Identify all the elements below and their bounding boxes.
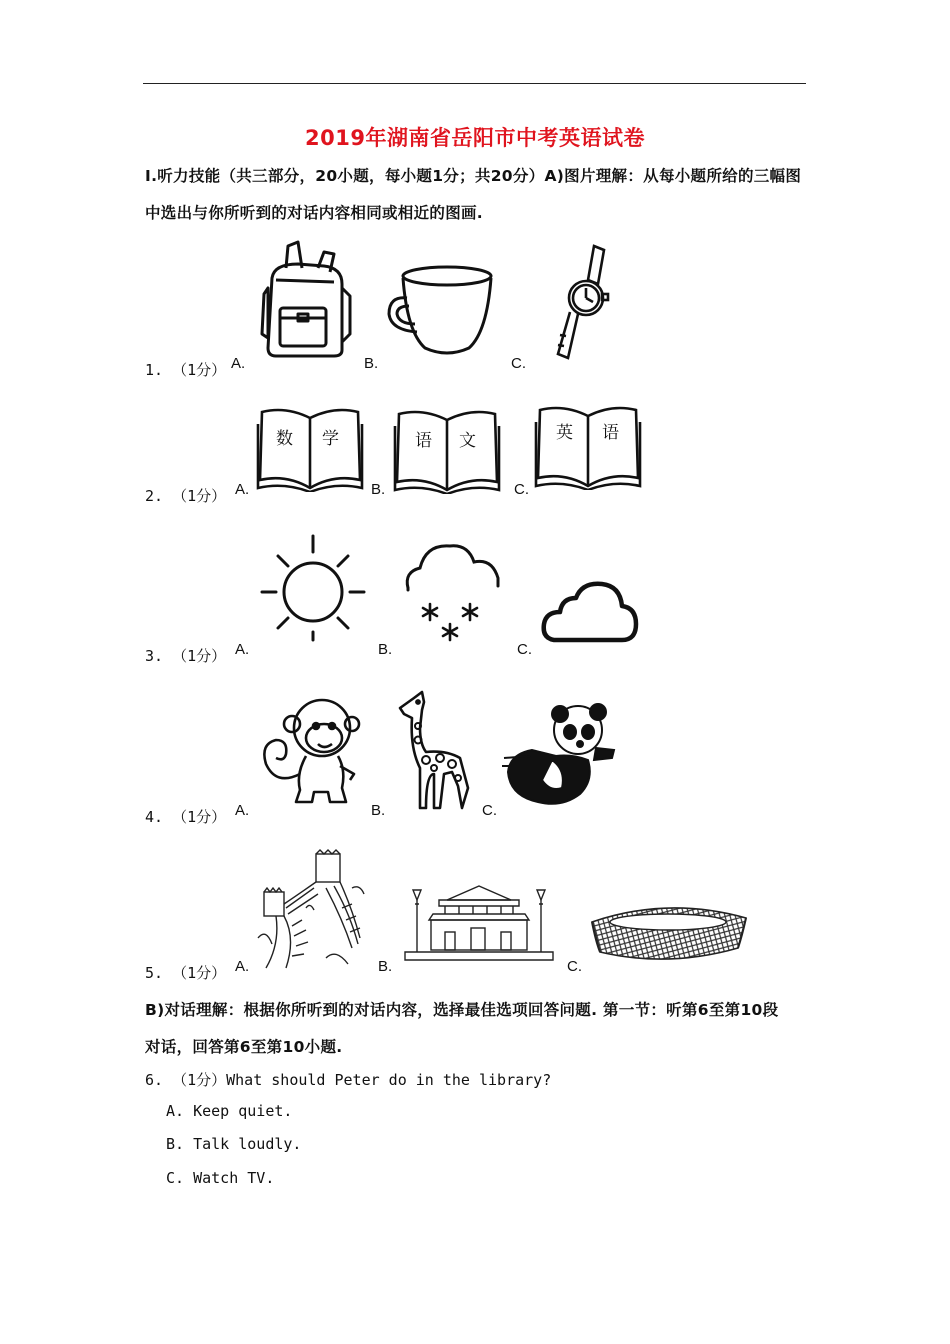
q6-option-b[interactable]: B. Talk loudly. (166, 1135, 302, 1153)
english-book-icon (534, 402, 642, 490)
section1-line1: I.听力技能（共三部分，20小题，每小题1分；共20分）A)图片理解：从每小题所给的三幅图 (145, 167, 802, 185)
chinese-book-char-1: 语 (415, 431, 432, 451)
question-6-stem: 6. （1分）What should Peter do in the library? (145, 1071, 552, 1089)
q3-option-a[interactable]: A. (235, 641, 250, 658)
question-5-label: 5. （1分） (145, 964, 227, 982)
snow-icon (402, 538, 502, 648)
q2-option-c[interactable]: C. (514, 481, 529, 498)
birds-nest-stadium-icon (588, 902, 750, 966)
monkey-icon (256, 694, 366, 810)
chinese-book-char-2: 文 (459, 431, 476, 451)
sun-icon (258, 532, 368, 642)
question-2-label: 2. （1分） (145, 487, 227, 505)
q1-option-a[interactable]: A. (231, 355, 246, 372)
q5-option-c[interactable]: C. (567, 958, 582, 975)
q4-option-a[interactable]: A. (235, 802, 250, 819)
question-1-label: 1. （1分） (145, 361, 227, 379)
question-4-label: 4. （1分） (145, 808, 227, 826)
giraffe-icon (396, 688, 476, 810)
header-rule (143, 83, 806, 84)
panda-icon (502, 700, 620, 808)
math-book-icon (256, 404, 364, 492)
page-title: 2019年湖南省岳阳市中考英语试卷 (305, 126, 645, 150)
cup-icon (385, 262, 495, 357)
section2-line1: B)对话理解：根据你所听到的对话内容，选择最佳选项回答问题. 第一节：听第6至第10段 (145, 1001, 779, 1019)
q1-option-c[interactable]: C. (511, 355, 526, 372)
q3-option-b[interactable]: B. (378, 641, 393, 658)
q4-option-c[interactable]: C. (482, 802, 497, 819)
cloud-icon (540, 578, 640, 646)
math-book-char-2: 学 (322, 429, 339, 449)
q4-option-b[interactable]: B. (371, 802, 386, 819)
q6-option-a[interactable]: A. Keep quiet. (166, 1102, 293, 1120)
q2-option-b[interactable]: B. (371, 481, 386, 498)
q2-option-a[interactable]: A. (235, 481, 250, 498)
q5-option-a[interactable]: A. (235, 958, 250, 975)
watch-icon (540, 240, 620, 365)
q3-option-c[interactable]: C. (517, 641, 532, 658)
great-wall-icon (256, 848, 368, 973)
backpack-icon (258, 238, 353, 363)
chinese-book-icon (393, 406, 501, 494)
q6-option-c[interactable]: C. Watch TV. (166, 1169, 275, 1187)
question-3-label: 3. （1分） (145, 647, 227, 665)
section2-line2: 对话，回答第6至第10小题. (145, 1038, 343, 1056)
tiananmen-icon (403, 880, 555, 962)
q5-option-b[interactable]: B. (378, 958, 393, 975)
math-book-char-1: 数 (276, 429, 293, 449)
q1-option-b[interactable]: B. (364, 355, 379, 372)
section1-line2: 中选出与你所听到的对话内容相同或相近的图画. (145, 204, 483, 222)
english-book-char-2: 语 (602, 423, 619, 443)
english-book-char-1: 英 (556, 423, 573, 443)
